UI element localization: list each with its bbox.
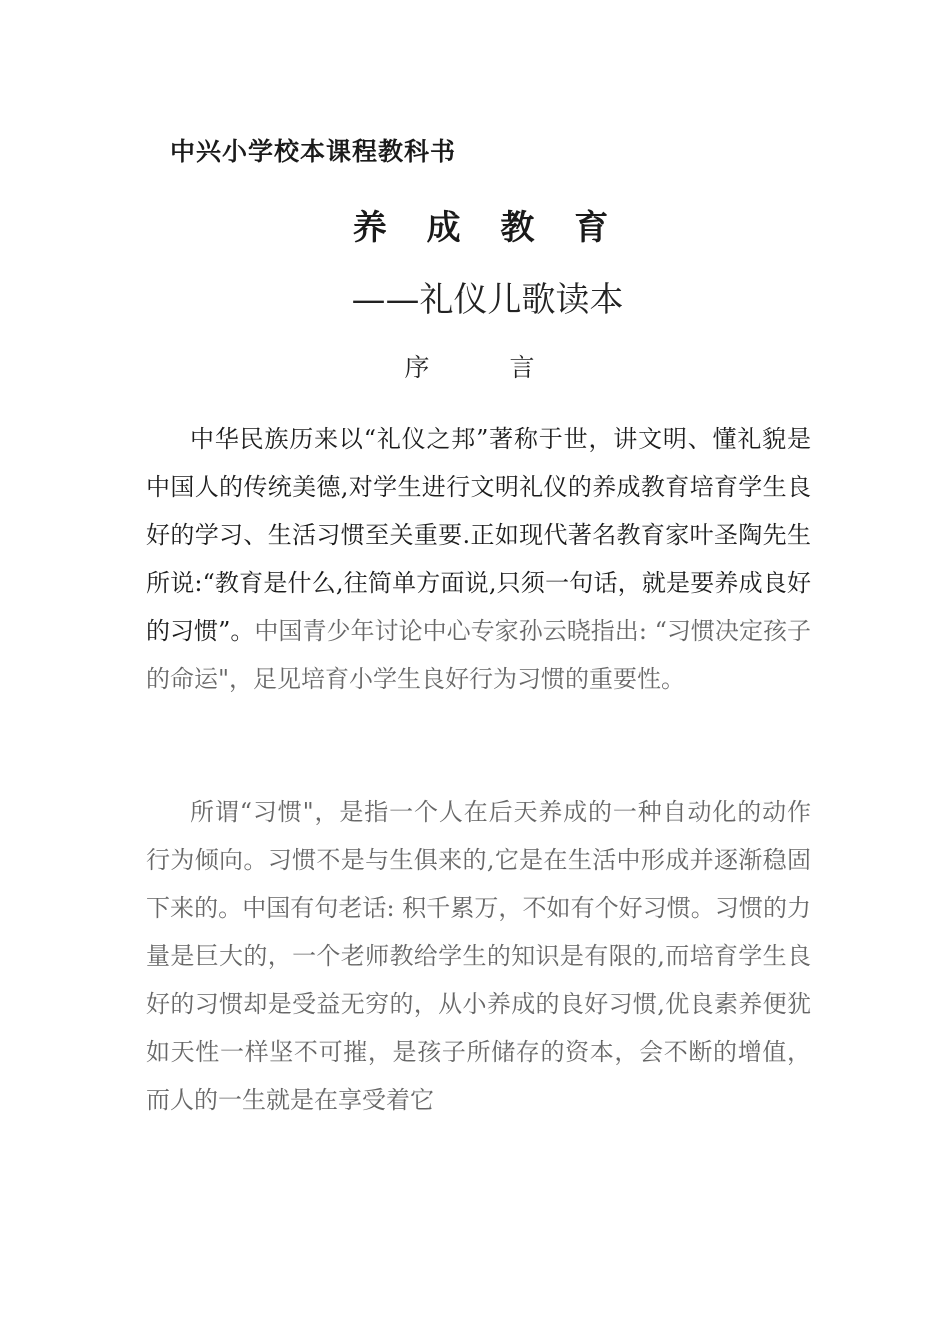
preface-paragraph-2: 所谓“习惯"，是指一个人在后天养成的一种自动化的动作行为倾向。习惯不是与生俱来的,它是在生活中形成并逐渐稳固下来的。中国有句老话: 积千累万，不如有个好习惯。习惯的力量是巨大的，一个老师教给学生的知识是有限的,而培育学生良好的习惯却是受益无穷的，从小养成的良好习惯,优良素养便犹如天性一样坚不可摧，是孩子所储存的资本，会不断的增值，而人的一生就是在享受着它 [146, 798, 811, 1114]
paragraph-1-part-b: 中国青少年讨论中心专家孙云晓指出: “习惯决定孩子的命运"，足见培育小学生良好行为习惯的重要性。 [146, 617, 811, 693]
book-subtitle: ——礼仪儿歌读本 [351, 280, 624, 320]
preface-heading: 序 言 [404, 353, 571, 382]
preface-paragraph-1 [146, 415, 811, 703]
school-header: 中兴小学校本课程教科书 [170, 137, 457, 166]
paragraph-1-part-a: 中华民族历来以“礼仪之邦”著称于世，讲文明、懂礼貌是中国人的传统美德,对学生进行文明礼仪的养成教育培育学生良好的学习、生活习惯至关重要.正如现代著名教育家叶圣陶先生所说:“教育是什么,往简单方面说,只须一句话，就是要养成良好的习惯”。 [146, 425, 811, 645]
book-title: 养 成 教 育 [352, 208, 623, 248]
